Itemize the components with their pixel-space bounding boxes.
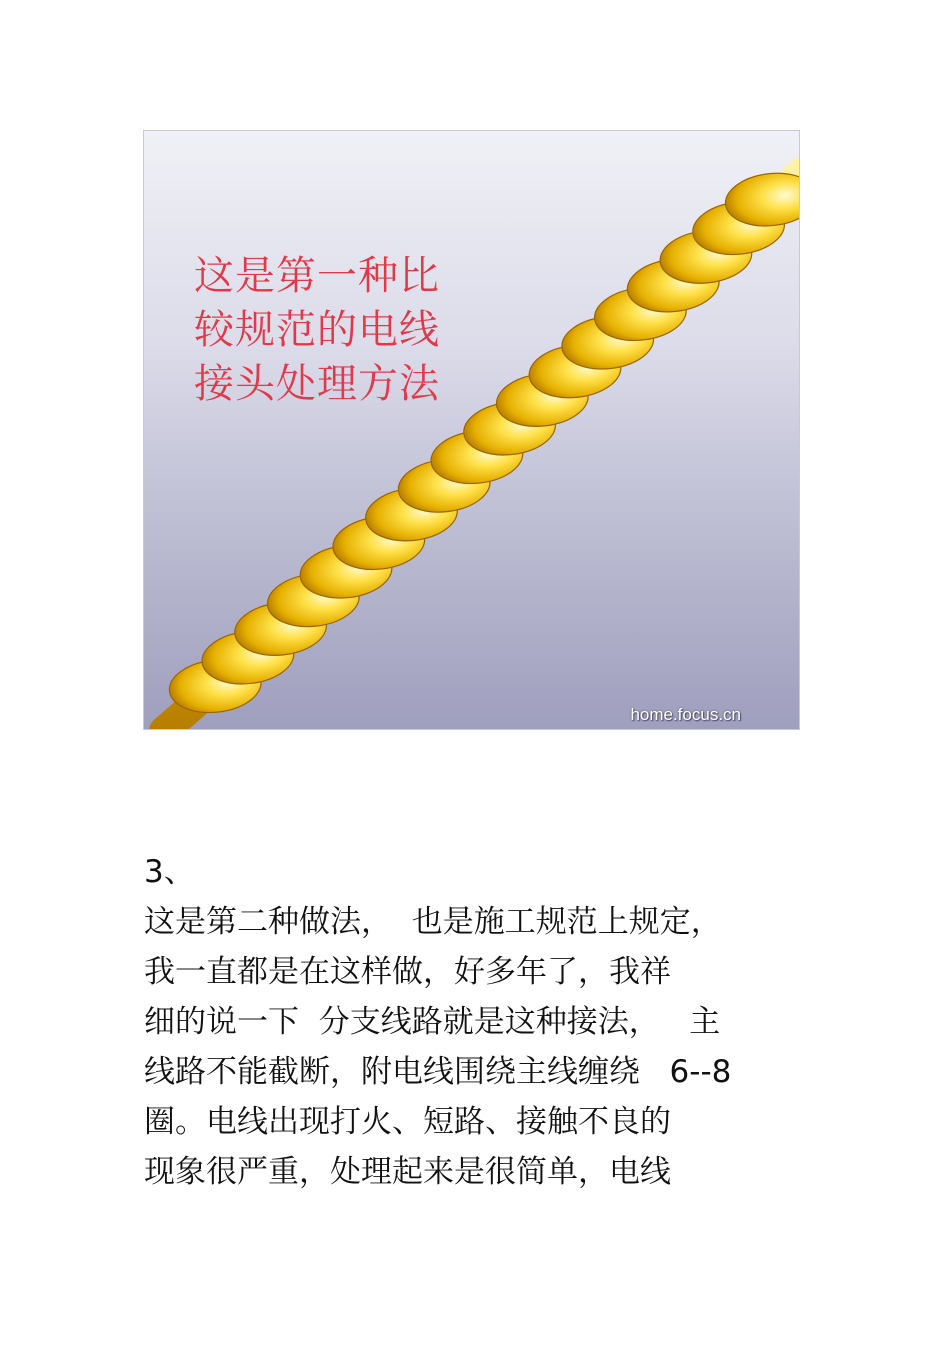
watermark: home.focus.cn — [630, 705, 741, 724]
section-number: 3、 — [144, 854, 195, 890]
article-body — [144, 897, 814, 1197]
caption-line: 这是第一种比 — [194, 253, 440, 299]
paragraph-line: 这是第二种做法， 也是施工规范上规定， — [144, 904, 722, 940]
paragraph-line: 细的说一下 分支线路就是这种接法， 主 — [144, 1004, 721, 1040]
figure-caption — [194, 249, 474, 411]
paragraph-line: 我一直都是在这样做，好多年了，我祥 — [144, 954, 671, 990]
wire-splice-figure — [143, 130, 800, 730]
caption-line: 接头处理方法 — [194, 361, 440, 407]
paragraph-line: 现象很严重，处理起来是很简单，电线 — [144, 1154, 671, 1190]
paragraph-line: 线路不能截断，附电线围绕主线缠绕 6--8 — [144, 1054, 732, 1090]
paragraph-line: 圈。电线出现打火、短路、接触不良的 — [144, 1104, 671, 1140]
twisted-wire-illustration — [144, 131, 800, 730]
caption-line: 较规范的电线 — [194, 307, 440, 353]
